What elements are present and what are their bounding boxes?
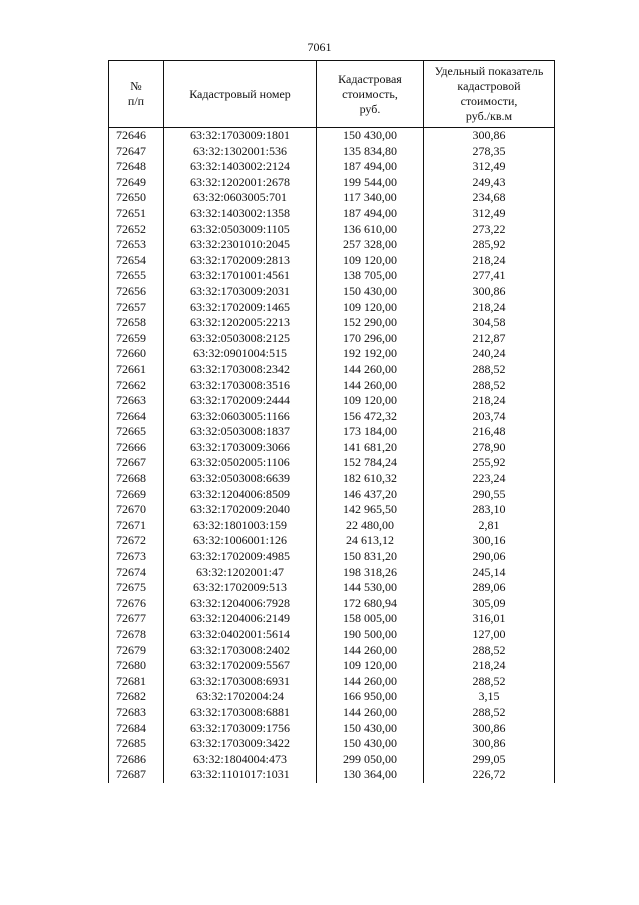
unit-value-cell: 203,74 — [424, 409, 555, 425]
row-number-cell: 72651 — [109, 206, 164, 222]
row-number-cell: 72669 — [109, 487, 164, 503]
cadastral-value-cell: 150 831,20 — [317, 549, 424, 565]
cadastral-value-cell: 172 680,94 — [317, 596, 424, 612]
unit-value-cell: 278,35 — [424, 144, 555, 160]
cadastral-number-cell: 63:32:1702009:2444 — [164, 393, 317, 409]
page-number: 7061 — [307, 40, 332, 54]
cadastral-number-cell: 63:32:1204006:2149 — [164, 611, 317, 627]
cadastral-number-cell: 63:32:1703009:1801 — [164, 128, 317, 144]
unit-value-cell: 249,43 — [424, 175, 555, 191]
cadastral-value-cell: 138 705,00 — [317, 268, 424, 284]
header-row-number-symbol: № — [130, 79, 142, 93]
unit-value-cell: 299,05 — [424, 752, 555, 768]
row-number-cell: 72681 — [109, 674, 164, 690]
cadastral-number-cell: 63:32:1101017:1031 — [164, 767, 317, 783]
cadastral-number-cell: 63:32:1703008:3516 — [164, 378, 317, 394]
row-number-cell: 72667 — [109, 455, 164, 471]
cadastral-value-cell: 144 260,00 — [317, 362, 424, 378]
row-number-cell: 72682 — [109, 689, 164, 705]
unit-value-cell: 240,24 — [424, 346, 555, 362]
cadastral-number-cell: 63:32:0503008:1837 — [164, 424, 317, 440]
table-row — [109, 409, 555, 425]
cadastral-number-cell: 63:32:2301010:2045 — [164, 237, 317, 253]
table-row — [109, 175, 555, 191]
cadastral-value-cell: 117 340,00 — [317, 190, 424, 206]
unit-value-cell: 288,52 — [424, 362, 555, 378]
header-row-number — [109, 61, 164, 128]
cadastral-value-cell: 192 192,00 — [317, 346, 424, 362]
cadastral-number-cell: 63:32:1703008:2402 — [164, 643, 317, 659]
row-number-cell: 72666 — [109, 440, 164, 456]
unit-value-cell: 218,24 — [424, 253, 555, 269]
table-row — [109, 315, 555, 331]
cadastral-value-cell: 166 950,00 — [317, 689, 424, 705]
unit-value-cell: 288,52 — [424, 674, 555, 690]
table-row — [109, 393, 555, 409]
cadastral-value-cell: 144 260,00 — [317, 674, 424, 690]
table-row — [109, 471, 555, 487]
unit-value-cell: 245,14 — [424, 565, 555, 581]
header-row — [109, 61, 555, 128]
table-row — [109, 518, 555, 534]
cadastral-number-cell: 63:32:1202001:2678 — [164, 175, 317, 191]
cadastral-value-cell: 156 472,32 — [317, 409, 424, 425]
unit-value-cell: 277,41 — [424, 268, 555, 284]
cadastral-number-cell: 63:32:0402001:5614 — [164, 627, 317, 643]
header-cadastral-number-label: Кадастровый номер — [189, 86, 291, 101]
unit-value-cell: 255,92 — [424, 455, 555, 471]
cadastral-value-cell: 198 318,26 — [317, 565, 424, 581]
row-number-cell: 72658 — [109, 315, 164, 331]
table-row — [109, 611, 555, 627]
header-cadastral-value — [317, 61, 424, 128]
cadastral-value-cell: 136 610,00 — [317, 222, 424, 238]
cadastral-number-cell: 63:32:1703008:2342 — [164, 362, 317, 378]
table-row — [109, 237, 555, 253]
table-row — [109, 346, 555, 362]
cadastral-value-cell: 109 120,00 — [317, 300, 424, 316]
unit-value-cell: 289,06 — [424, 580, 555, 596]
table-row — [109, 627, 555, 643]
unit-value-cell: 234,68 — [424, 190, 555, 206]
cadastral-number-cell: 63:32:0502005:1106 — [164, 455, 317, 471]
row-number-cell: 72659 — [109, 331, 164, 347]
unit-value-cell: 285,92 — [424, 237, 555, 253]
row-number-cell: 72684 — [109, 721, 164, 737]
row-number-cell: 72656 — [109, 284, 164, 300]
cadastral-value-cell: 144 530,00 — [317, 580, 424, 596]
unit-value-cell: 223,24 — [424, 471, 555, 487]
cadastral-number-cell: 63:32:1202001:47 — [164, 565, 317, 581]
cadastral-number-cell: 63:32:1702009:1465 — [164, 300, 317, 316]
table-row — [109, 362, 555, 378]
cadastral-number-cell: 63:32:1703009:3066 — [164, 440, 317, 456]
cadastral-number-cell: 63:32:1703009:1756 — [164, 721, 317, 737]
unit-value-cell: 2,81 — [424, 518, 555, 534]
header-unit-value-line2: кадастровой — [457, 79, 521, 93]
cadastral-value-cell: 141 681,20 — [317, 440, 424, 456]
table-row — [109, 206, 555, 222]
cadastral-number-cell: 63:32:1204006:7928 — [164, 596, 317, 612]
cadastral-value-cell: 257 328,00 — [317, 237, 424, 253]
unit-value-cell: 218,24 — [424, 300, 555, 316]
row-number-cell: 72683 — [109, 705, 164, 721]
header-unit-value — [424, 61, 555, 128]
table-row — [109, 596, 555, 612]
table-row — [109, 222, 555, 238]
unit-value-cell: 218,24 — [424, 658, 555, 674]
unit-value-cell: 218,24 — [424, 393, 555, 409]
cadastral-value-cell: 109 120,00 — [317, 658, 424, 674]
unit-value-cell: 312,49 — [424, 206, 555, 222]
table-row — [109, 159, 555, 175]
row-number-cell: 72663 — [109, 393, 164, 409]
cadastral-value-table — [108, 60, 555, 783]
row-number-cell: 72661 — [109, 362, 164, 378]
cadastral-value-cell: 109 120,00 — [317, 393, 424, 409]
row-number-cell: 72680 — [109, 658, 164, 674]
unit-value-cell: 288,52 — [424, 705, 555, 721]
cadastral-value-cell: 173 184,00 — [317, 424, 424, 440]
table-body — [109, 128, 555, 783]
cadastral-value-cell: 190 500,00 — [317, 627, 424, 643]
table-row — [109, 736, 555, 752]
cadastral-value-cell: 150 430,00 — [317, 128, 424, 144]
cadastral-value-cell: 199 544,00 — [317, 175, 424, 191]
table-row — [109, 487, 555, 503]
cadastral-value-cell: 152 290,00 — [317, 315, 424, 331]
row-number-cell: 72654 — [109, 253, 164, 269]
row-number-cell: 72687 — [109, 767, 164, 783]
row-number-cell: 72673 — [109, 549, 164, 565]
header-row-number-abbr: п/п — [127, 94, 145, 108]
cadastral-number-cell: 63:32:1702009:5567 — [164, 658, 317, 674]
row-number-cell: 72650 — [109, 190, 164, 206]
unit-value-cell: 278,90 — [424, 440, 555, 456]
cadastral-number-cell: 63:32:1403002:1358 — [164, 206, 317, 222]
unit-value-cell: 300,86 — [424, 721, 555, 737]
cadastral-number-cell: 63:32:1703008:6881 — [164, 705, 317, 721]
cadastral-number-cell: 63:32:1703008:6931 — [164, 674, 317, 690]
unit-value-cell: 3,15 — [424, 689, 555, 705]
unit-value-cell: 288,52 — [424, 378, 555, 394]
cadastral-number-cell: 63:32:1804004:473 — [164, 752, 317, 768]
cadastral-number-cell: 63:32:0603005:1166 — [164, 409, 317, 425]
unit-value-cell: 316,01 — [424, 611, 555, 627]
cadastral-number-cell: 63:32:1006001:126 — [164, 533, 317, 549]
table-row — [109, 440, 555, 456]
unit-value-cell: 290,55 — [424, 487, 555, 503]
table-row — [109, 144, 555, 160]
row-number-cell: 72652 — [109, 222, 164, 238]
cadastral-number-cell: 63:32:0503009:1105 — [164, 222, 317, 238]
cadastral-value-cell: 152 784,24 — [317, 455, 424, 471]
cadastral-number-cell: 63:32:1302001:536 — [164, 144, 317, 160]
row-number-cell: 72672 — [109, 533, 164, 549]
cadastral-number-cell: 63:32:0901004:515 — [164, 346, 317, 362]
table-row — [109, 674, 555, 690]
table-row — [109, 300, 555, 316]
table-row — [109, 128, 555, 144]
cadastral-number-cell: 63:32:1801003:159 — [164, 518, 317, 534]
cadastral-value-cell: 150 430,00 — [317, 721, 424, 737]
cadastral-value-cell: 109 120,00 — [317, 253, 424, 269]
table-row — [109, 549, 555, 565]
cadastral-value-cell: 24 613,12 — [317, 533, 424, 549]
cadastral-number-cell: 63:32:1702009:2040 — [164, 502, 317, 518]
row-number-cell: 72648 — [109, 159, 164, 175]
cadastral-value-cell: 135 834,80 — [317, 144, 424, 160]
cadastral-value-cell: 146 437,20 — [317, 487, 424, 503]
header-unit-value-line1: Удельный показатель — [434, 64, 544, 78]
cadastral-value-cell: 144 260,00 — [317, 378, 424, 394]
cadastral-value-cell: 150 430,00 — [317, 284, 424, 300]
cadastral-value-cell: 187 494,00 — [317, 206, 424, 222]
cadastral-value-cell: 158 005,00 — [317, 611, 424, 627]
table-row — [109, 455, 555, 471]
unit-value-cell: 273,22 — [424, 222, 555, 238]
row-number-cell: 72665 — [109, 424, 164, 440]
cadastral-number-cell: 63:32:1702009:2813 — [164, 253, 317, 269]
header-unit-value-line4: руб./кв.м — [465, 109, 513, 123]
header-cadastral-value-line2: стоимость, — [342, 86, 398, 101]
header-cadastral-value-line3: руб. — [359, 101, 381, 116]
table-row — [109, 253, 555, 269]
unit-value-cell: 212,87 — [424, 331, 555, 347]
cadastral-value-cell: 150 430,00 — [317, 736, 424, 752]
header-cadastral-value-line1: Кадастровая — [338, 71, 402, 86]
table-header — [109, 61, 555, 128]
unit-value-cell: 226,72 — [424, 767, 555, 783]
cadastral-value-cell: 299 050,00 — [317, 752, 424, 768]
row-number-cell: 72676 — [109, 596, 164, 612]
cadastral-number-cell: 63:32:0503008:6639 — [164, 471, 317, 487]
table-row — [109, 533, 555, 549]
row-number-cell: 72662 — [109, 378, 164, 394]
table-row — [109, 565, 555, 581]
cadastral-number-cell: 63:32:1703009:2031 — [164, 284, 317, 300]
table-row — [109, 643, 555, 659]
unit-value-cell: 300,86 — [424, 736, 555, 752]
cadastral-number-cell: 63:32:1701001:4561 — [164, 268, 317, 284]
unit-value-cell: 290,06 — [424, 549, 555, 565]
table-row — [109, 268, 555, 284]
table-row — [109, 658, 555, 674]
cadastral-number-cell: 63:32:1702009:513 — [164, 580, 317, 596]
unit-value-cell: 304,58 — [424, 315, 555, 331]
unit-value-cell: 288,52 — [424, 643, 555, 659]
cadastral-number-cell: 63:32:1204006:8509 — [164, 487, 317, 503]
cadastral-number-cell: 63:32:1702009:4985 — [164, 549, 317, 565]
cadastral-number-cell: 63:32:1703009:3422 — [164, 736, 317, 752]
cadastral-value-cell: 144 260,00 — [317, 643, 424, 659]
row-number-cell: 72675 — [109, 580, 164, 596]
unit-value-cell: 283,10 — [424, 502, 555, 518]
row-number-cell: 72664 — [109, 409, 164, 425]
table-row — [109, 378, 555, 394]
table-row — [109, 331, 555, 347]
cadastral-number-cell: 63:32:1702004:24 — [164, 689, 317, 705]
row-number-cell: 72660 — [109, 346, 164, 362]
cadastral-value-cell: 142 965,50 — [317, 502, 424, 518]
row-number-cell: 72670 — [109, 502, 164, 518]
row-number-cell: 72668 — [109, 471, 164, 487]
row-number-cell: 72671 — [109, 518, 164, 534]
unit-value-cell: 300,86 — [424, 284, 555, 300]
table-row — [109, 752, 555, 768]
table-row — [109, 424, 555, 440]
row-number-cell: 72646 — [109, 128, 164, 144]
row-number-cell: 72674 — [109, 565, 164, 581]
cadastral-number-cell: 63:32:1202005:2213 — [164, 315, 317, 331]
row-number-cell: 72677 — [109, 611, 164, 627]
unit-value-cell: 127,00 — [424, 627, 555, 643]
unit-value-cell: 312,49 — [424, 159, 555, 175]
row-number-cell: 72649 — [109, 175, 164, 191]
unit-value-cell: 300,16 — [424, 533, 555, 549]
row-number-cell: 72686 — [109, 752, 164, 768]
table-row — [109, 502, 555, 518]
cadastral-value-cell: 130 364,00 — [317, 767, 424, 783]
row-number-cell: 72678 — [109, 627, 164, 643]
cadastral-value-cell: 187 494,00 — [317, 159, 424, 175]
cadastral-value-cell: 182 610,32 — [317, 471, 424, 487]
cadastral-number-cell: 63:32:0503008:2125 — [164, 331, 317, 347]
unit-value-cell: 305,09 — [424, 596, 555, 612]
cadastral-number-cell: 63:32:0603005:701 — [164, 190, 317, 206]
cadastral-value-cell: 170 296,00 — [317, 331, 424, 347]
table-row — [109, 689, 555, 705]
cadastral-value-cell: 144 260,00 — [317, 705, 424, 721]
cadastral-number-cell: 63:32:1403002:2124 — [164, 159, 317, 175]
row-number-cell: 72657 — [109, 300, 164, 316]
table-row — [109, 721, 555, 737]
table-row — [109, 705, 555, 721]
table-row — [109, 284, 555, 300]
row-number-cell: 72685 — [109, 736, 164, 752]
table-row — [109, 767, 555, 783]
unit-value-cell: 300,86 — [424, 128, 555, 144]
row-number-cell: 72647 — [109, 144, 164, 160]
unit-value-cell: 216,48 — [424, 424, 555, 440]
header-unit-value-line3: стоимости, — [460, 94, 518, 108]
row-number-cell: 72655 — [109, 268, 164, 284]
cadastral-value-cell: 22 480,00 — [317, 518, 424, 534]
table-row — [109, 580, 555, 596]
table-row — [109, 190, 555, 206]
row-number-cell: 72679 — [109, 643, 164, 659]
row-number-cell: 72653 — [109, 237, 164, 253]
header-cadastral-number — [164, 61, 317, 128]
